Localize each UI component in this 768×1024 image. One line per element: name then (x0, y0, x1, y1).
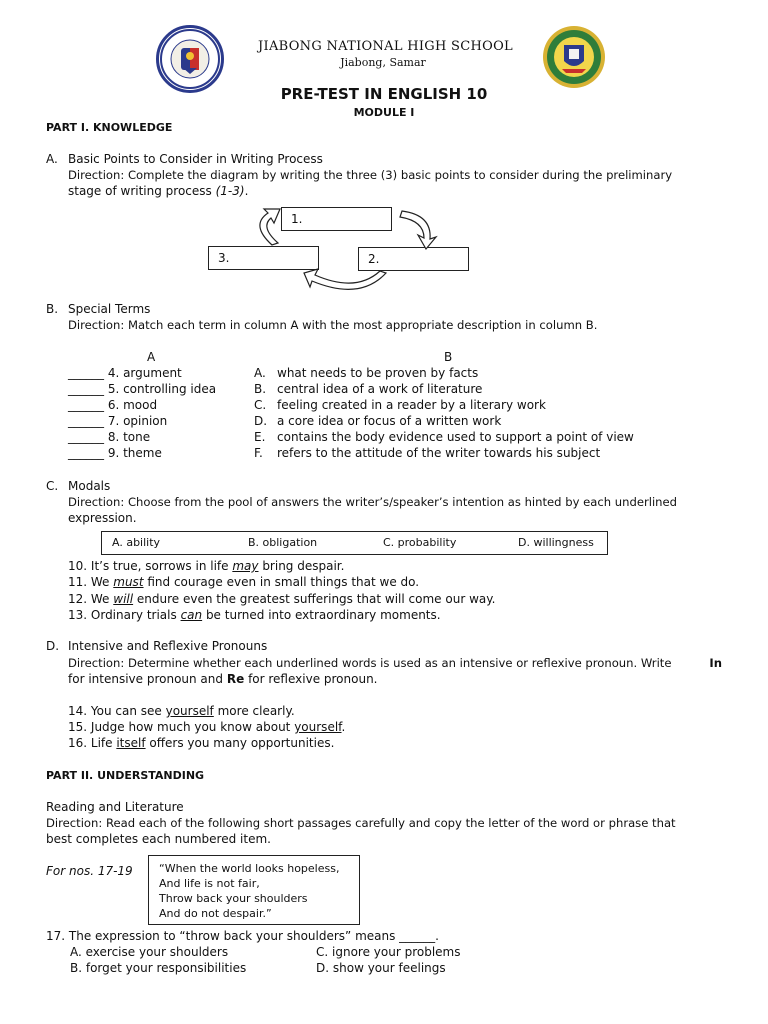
page-title: PRE-TEST IN ENGLISH 10 (280, 85, 488, 103)
question-text: . (341, 720, 346, 734)
arrow-3-to-1 (260, 209, 280, 245)
deped-seal-logo (156, 25, 224, 93)
question-text: 16. Life (68, 736, 117, 750)
school-name: JIABONG NATIONAL HIGH SCHOOL (258, 39, 513, 54)
sectionA-direction-text: stage of writing process (68, 184, 212, 198)
pool-option: C. probability (383, 536, 457, 549)
question-11 (68, 575, 419, 590)
choice-d: D. show your feelings (316, 961, 446, 975)
term-item: ______ 6. mood (68, 398, 158, 412)
underlined-modal: must (113, 575, 144, 589)
sectionD-title: Intensive and Reflexive Pronouns (68, 639, 268, 653)
pool-option: D. willingness (518, 536, 594, 549)
poem-line: And do not despair.” (159, 907, 272, 920)
underlined-pronoun: yourself (294, 720, 342, 734)
poem-line: And life is not fair, (159, 877, 260, 890)
part2-subheading: Reading and Literature (46, 800, 184, 814)
sectionB-letter: B. (46, 302, 59, 316)
description-item: a core idea or focus of a written work (277, 414, 502, 428)
question-text: offers you many opportunities. (145, 736, 335, 750)
term-item: ______ 7. opinion (68, 414, 168, 428)
poem-box (148, 855, 360, 925)
arrow-2-to-3 (304, 269, 386, 289)
sectionA-letter: A. (46, 152, 58, 166)
sectionD-direction-text3: for reflexive pronoun. (248, 672, 378, 686)
choice-a: A. exercise your shoulders (70, 945, 229, 959)
question-text: 14. You can see (68, 704, 166, 718)
question-text: 15. Judge how much you know about (68, 720, 295, 734)
column-b-header: B (444, 350, 453, 364)
description-item: what needs to be proven by facts (277, 366, 479, 380)
description-letter: C. (254, 398, 267, 412)
underlined-modal: may (232, 559, 259, 573)
description-item: refers to the attitude of the writer towards his subject (277, 446, 601, 460)
question-15 (68, 720, 345, 735)
sectionD-direction-text: Direction: Determine whether each underlined words is used as an intensive or reflexive pronoun. Write (68, 656, 672, 670)
sectionA-title: Basic Points to Consider in Writing Process (68, 152, 323, 166)
description-letter: D. (254, 414, 268, 428)
underlined-modal: can (180, 608, 203, 622)
sectionD-letter: D. (46, 639, 60, 653)
description-item: central idea of a work of literature (277, 382, 483, 396)
diagram-box-2-label: 2. (368, 252, 380, 266)
question-text: 10. It’s true, sorrows in life (68, 559, 233, 573)
question-16 (68, 736, 334, 751)
part2-direction-line1: Direction: Read each of the following short passages carefully and copy the letter of the word or phrase that (46, 816, 676, 830)
question-text: find courage even in small things that we do. (143, 575, 420, 589)
diagram-cycle-arrows (200, 195, 500, 305)
question-text: endure even the greatest sufferings that will come our way. (133, 592, 496, 606)
for-nos-label: For nos. 17-19 (46, 864, 133, 878)
sectionC-direction-line2: expression. (68, 511, 137, 525)
sectionD-direction-text2: for intensive pronoun and (68, 672, 224, 686)
term-item: ______ 8. tone (68, 430, 151, 444)
answer-pool-box (101, 531, 608, 555)
question-text: more clearly. (213, 704, 295, 718)
description-letter: F. (254, 446, 263, 460)
term-item: ______ 4. argument (68, 366, 182, 380)
question-text: 12. We (68, 592, 114, 606)
underlined-pronoun: itself (116, 736, 146, 750)
description-item: feeling created in a reader by a literary work (277, 398, 546, 412)
term-item: ______ 5. controlling idea (68, 382, 217, 396)
question-text: be turned into extraordinary moments. (202, 608, 441, 622)
description-letter: A. (254, 366, 266, 380)
sectionC-letter: C. (46, 479, 59, 493)
sectionD-direction-line1 (68, 656, 722, 671)
school-location: Jiabong, Samar (340, 56, 426, 69)
question-text: bring despair. (258, 559, 345, 573)
question-12 (68, 592, 495, 607)
sectionA-direction-line1: Direction: Complete the diagram by writing the three (3) basic points to consider during the preliminary (68, 168, 673, 182)
sectionA-direction-items: (1-3) (215, 184, 245, 198)
pool-option: B. obligation (248, 536, 318, 549)
sectionD-re-label: Re (226, 672, 245, 686)
choice-b: B. forget your responsibilities (70, 961, 247, 975)
question-14 (68, 704, 295, 719)
arrow-1-to-2 (400, 211, 436, 249)
sectionD-direction-line2 (68, 672, 378, 687)
part2-direction-line2: best completes each numbered item. (46, 832, 271, 846)
column-a-header: A (147, 350, 156, 364)
poem-line: Throw back your shoulders (159, 892, 308, 905)
question-10 (68, 559, 344, 574)
diagram-box-3-label: 3. (218, 251, 230, 265)
question-17: 17. The expression to “throw back your shoulders” means ______. (46, 929, 439, 943)
underlined-pronoun: yourself (165, 704, 214, 718)
choice-c: C. ignore your problems (316, 945, 461, 959)
part1-heading: PART I. KNOWLEDGE (46, 121, 173, 134)
part2-heading: PART II. UNDERSTANDING (46, 769, 205, 782)
description-letter: B. (254, 382, 267, 396)
page-subtitle: MODULE I (353, 106, 415, 119)
sectionC-direction-line1: Direction: Choose from the pool of answers the writer’s/speaker’s intention as hinted by each underlined (68, 495, 677, 509)
sectionB-direction: Direction: Match each term in column A with the most appropriate description in column B. (68, 318, 598, 332)
sectionB-title: Special Terms (68, 302, 151, 316)
question-13 (68, 608, 441, 623)
underlined-modal: will (113, 592, 134, 606)
pool-option: A. ability (112, 536, 161, 549)
description-item: contains the body evidence used to support a point of view (277, 430, 634, 444)
diagram-box-1-label: 1. (291, 212, 303, 226)
sectionC-title: Modals (68, 479, 111, 493)
term-item: ______ 9. theme (68, 446, 162, 460)
poem-line: “When the world looks hopeless, (159, 862, 340, 875)
sectionD-in-label: In (709, 656, 722, 670)
question-text: 13. Ordinary trials (68, 608, 181, 622)
school-seal-logo (542, 25, 606, 89)
sectionA-direction-period: . (244, 184, 249, 198)
description-letter: E. (254, 430, 266, 444)
question-text: 11. We (68, 575, 114, 589)
